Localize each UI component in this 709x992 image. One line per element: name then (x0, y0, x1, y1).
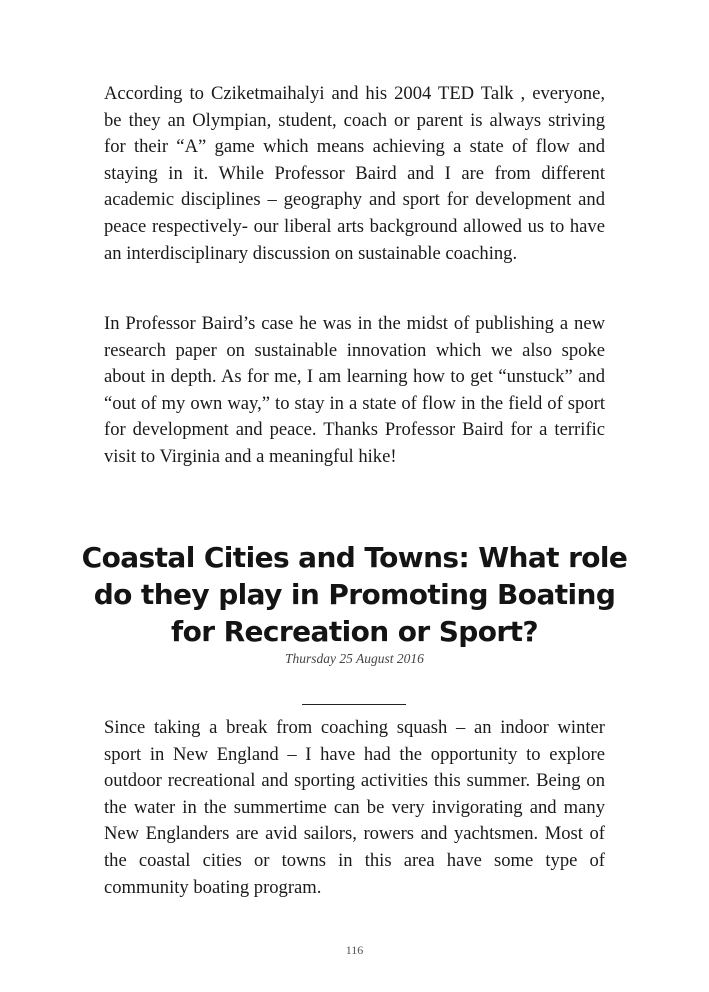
page-number: 116 (345, 943, 364, 957)
article-date: Thursday 25 August 2016 (285, 651, 424, 666)
body-paragraph-professor-baird: In Professor Baird’s case he was in the midst of publishing a new research paper on sustainable innovation which we also spoke about in depth. As for me, I am learning how to get “unstuck” and “out of my own way,” to stay in a state of flow in the field of sport for development and peace. Thanks Professor Baird for a terrific visit to Virginia and a meaningful hike! (104, 313, 605, 467)
body-paragraph-ted-talk: According to Cziketmaihalyi and his 2004 TED Talk , everyone, be they an Olympian, student, coach or parent is always striving for their “A” game which means achieving a state of flow and staying in it. While Professor Baird and I are from different academic disciplines – geography and sport for development and peace respectively- our liberal arts background allowed us to have an interdisciplinary discussion on sustainable coaching. (104, 83, 605, 264)
title-divider (302, 704, 406, 705)
article-title: Coastal Cities and Towns: What role do they play in Promoting Boating for Recreation or Sport? (81, 541, 628, 648)
article-body-paragraph: Since taking a break from coaching squash – an indoor winter sport in New England – I have had the opportunity to explore outdoor recreational and sporting activities this summer. Being on the water in the summertime can be very invigorating and many New Englanders are avid sailors, rowers and yachtsmen. Most of the coastal cities or towns in this area have some type of community boating program. (104, 717, 605, 898)
